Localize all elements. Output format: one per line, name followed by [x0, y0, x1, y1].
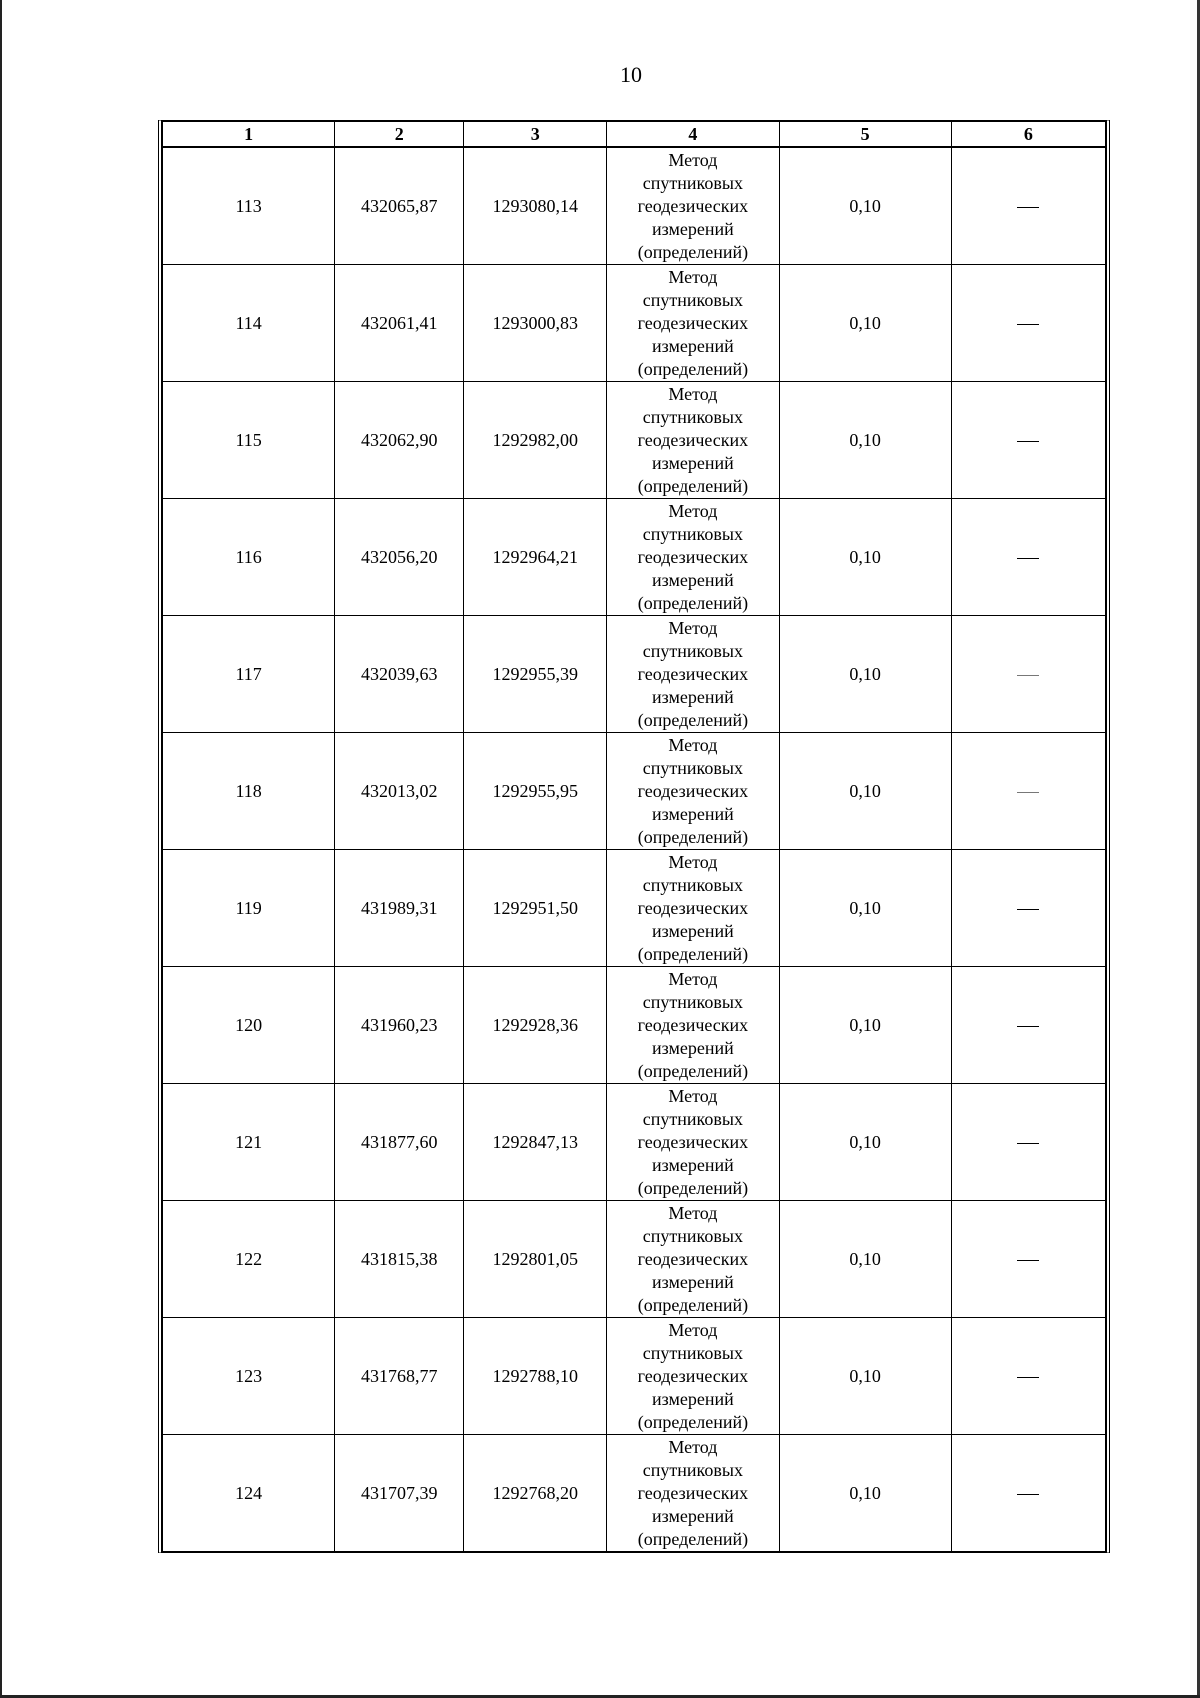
method-cell	[607, 382, 779, 499]
method-cell	[607, 616, 779, 733]
point-number-cell: 118	[163, 733, 335, 850]
dash-mark	[1017, 1377, 1039, 1378]
dash-mark	[1017, 1494, 1039, 1495]
method-line: спутниковых	[642, 991, 743, 1012]
coordinate-x-cell: 431989,31	[335, 850, 464, 967]
method-line: геодезических	[637, 195, 749, 216]
method-line: измерений	[652, 1505, 734, 1526]
method-cell	[607, 1435, 779, 1552]
coordinate-y-cell: 1292801,05	[464, 1201, 607, 1318]
coordinate-y-cell: 1292788,10	[464, 1318, 607, 1435]
method-line: спутниковых	[642, 1342, 743, 1363]
method-cell	[607, 1318, 779, 1435]
method-line: геодезических	[637, 429, 749, 450]
method-line: (определений)	[637, 1177, 749, 1198]
accuracy-cell: 0,10	[779, 1201, 951, 1318]
method-line: измерений	[652, 803, 734, 824]
accuracy-cell: 0,10	[779, 1084, 951, 1201]
page-number: 10	[620, 62, 642, 87]
method-line: (определений)	[637, 241, 749, 262]
table-body	[163, 147, 1106, 1552]
note-cell	[951, 499, 1105, 616]
method-cell	[607, 1201, 779, 1318]
table-row	[163, 733, 1106, 850]
method-line: Метод	[668, 617, 718, 638]
accuracy-cell: 0,10	[779, 1318, 951, 1435]
dash-mark	[1017, 558, 1039, 559]
dash-mark	[1017, 792, 1039, 793]
method-line: спутниковых	[642, 1108, 743, 1129]
accuracy-cell: 0,10	[779, 147, 951, 265]
method-line: Метод	[668, 500, 718, 521]
coordinates-table-frame	[158, 120, 1110, 1553]
method-line: (определений)	[637, 1060, 749, 1081]
method-line: геодезических	[637, 663, 749, 684]
method-cell	[607, 499, 779, 616]
method-line: измерений	[652, 218, 734, 239]
method-line: (определений)	[637, 1411, 749, 1432]
coordinate-y-cell: 1292768,20	[464, 1435, 607, 1552]
table-row	[163, 1318, 1106, 1435]
note-cell	[951, 382, 1105, 499]
dash-mark	[1017, 1260, 1039, 1261]
note-cell	[951, 616, 1105, 733]
method-line: Метод	[668, 149, 718, 170]
coordinate-y-cell: 1293000,83	[464, 265, 607, 382]
point-number-cell: 116	[163, 499, 335, 616]
method-line: измерений	[652, 1271, 734, 1292]
header-col-5: 5	[779, 122, 951, 148]
point-number-cell: 119	[163, 850, 335, 967]
method-line: измерений	[652, 920, 734, 941]
coordinate-y-cell: 1292955,39	[464, 616, 607, 733]
method-cell	[607, 147, 779, 265]
method-line: спутниковых	[642, 1459, 743, 1480]
coordinate-x-cell: 431960,23	[335, 967, 464, 1084]
table-row	[163, 382, 1106, 499]
coordinate-x-cell: 431815,38	[335, 1201, 464, 1318]
dash-mark	[1017, 324, 1039, 325]
method-line: геодезических	[637, 1365, 749, 1386]
method-line: геодезических	[637, 312, 749, 333]
coordinate-y-cell: 1292847,13	[464, 1084, 607, 1201]
method-line: (определений)	[637, 826, 749, 847]
table-row	[163, 967, 1106, 1084]
method-line: измерений	[652, 335, 734, 356]
accuracy-cell: 0,10	[779, 1435, 951, 1552]
dash-mark	[1017, 441, 1039, 442]
method-cell	[607, 733, 779, 850]
coordinate-y-cell: 1292964,21	[464, 499, 607, 616]
method-line: измерений	[652, 686, 734, 707]
coordinate-x-cell: 431707,39	[335, 1435, 464, 1552]
note-cell	[951, 1201, 1105, 1318]
method-line: спутниковых	[642, 289, 743, 310]
dash-mark	[1017, 675, 1039, 676]
note-cell	[951, 967, 1105, 1084]
accuracy-cell: 0,10	[779, 265, 951, 382]
note-cell	[951, 733, 1105, 850]
method-line: (определений)	[637, 709, 749, 730]
coordinate-x-cell: 432061,41	[335, 265, 464, 382]
method-line: (определений)	[637, 1528, 749, 1549]
accuracy-cell: 0,10	[779, 616, 951, 733]
point-number-cell: 115	[163, 382, 335, 499]
point-number-cell: 114	[163, 265, 335, 382]
coordinate-x-cell: 432062,90	[335, 382, 464, 499]
method-line: геодезических	[637, 1014, 749, 1035]
note-cell	[951, 850, 1105, 967]
method-line: спутниковых	[642, 757, 743, 778]
coordinate-x-cell: 432039,63	[335, 616, 464, 733]
coordinate-x-cell: 431877,60	[335, 1084, 464, 1201]
coordinate-x-cell: 431768,77	[335, 1318, 464, 1435]
point-number-cell: 121	[163, 1084, 335, 1201]
method-line: измерений	[652, 569, 734, 590]
method-line: спутниковых	[642, 406, 743, 427]
method-line: спутниковых	[642, 172, 743, 193]
table-header-row	[163, 122, 1106, 148]
table-row	[163, 850, 1106, 967]
coordinate-x-cell: 432065,87	[335, 147, 464, 265]
header-col-3: 3	[464, 122, 607, 148]
method-cell	[607, 850, 779, 967]
coordinate-y-cell: 1293080,14	[464, 147, 607, 265]
dash-mark	[1017, 909, 1039, 910]
method-line: спутниковых	[642, 523, 743, 544]
note-cell	[951, 265, 1105, 382]
table-row	[163, 1201, 1106, 1318]
method-line: Метод	[668, 266, 718, 287]
method-line: геодезических	[637, 1131, 749, 1152]
dash-mark	[1017, 1026, 1039, 1027]
method-line: Метод	[668, 1319, 718, 1340]
method-line: Метод	[668, 1085, 718, 1106]
method-line: (определений)	[637, 358, 749, 379]
point-number-cell: 122	[163, 1201, 335, 1318]
point-number-cell: 113	[163, 147, 335, 265]
header-col-6: 6	[951, 122, 1105, 148]
method-cell	[607, 1084, 779, 1201]
coordinate-y-cell: 1292951,50	[464, 850, 607, 967]
accuracy-cell: 0,10	[779, 733, 951, 850]
method-line: геодезических	[637, 1248, 749, 1269]
method-line: спутниковых	[642, 640, 743, 661]
method-line: измерений	[652, 1388, 734, 1409]
coordinate-y-cell: 1292982,00	[464, 382, 607, 499]
method-line: спутниковых	[642, 1225, 743, 1246]
table-row	[163, 147, 1106, 265]
dash-mark	[1017, 207, 1039, 208]
accuracy-cell: 0,10	[779, 850, 951, 967]
note-cell	[951, 1084, 1105, 1201]
method-line: (определений)	[637, 943, 749, 964]
point-number-cell: 120	[163, 967, 335, 1084]
method-line: Метод	[668, 1202, 718, 1223]
method-cell	[607, 265, 779, 382]
table-row	[163, 1435, 1106, 1552]
method-line: Метод	[668, 968, 718, 989]
accuracy-cell: 0,10	[779, 499, 951, 616]
method-line: (определений)	[637, 1294, 749, 1315]
header-col-4: 4	[607, 122, 779, 148]
table-row	[163, 616, 1106, 733]
scan-edge-left	[0, 0, 2, 1698]
dash-mark	[1017, 1143, 1039, 1144]
method-line: измерений	[652, 1154, 734, 1175]
method-line: геодезических	[637, 897, 749, 918]
header-col-1: 1	[163, 122, 335, 148]
table-row	[163, 265, 1106, 382]
point-number-cell: 117	[163, 616, 335, 733]
method-line: геодезических	[637, 780, 749, 801]
coordinate-y-cell: 1292928,36	[464, 967, 607, 1084]
accuracy-cell: 0,10	[779, 967, 951, 1084]
method-line: геодезических	[637, 1482, 749, 1503]
method-line: Метод	[668, 734, 718, 755]
point-number-cell: 124	[163, 1435, 335, 1552]
method-line: Метод	[668, 383, 718, 404]
method-line: измерений	[652, 452, 734, 473]
coordinate-x-cell: 432013,02	[335, 733, 464, 850]
method-line: спутниковых	[642, 874, 743, 895]
method-line: геодезических	[637, 546, 749, 567]
coordinate-y-cell: 1292955,95	[464, 733, 607, 850]
table-row	[163, 1084, 1106, 1201]
header-col-2: 2	[335, 122, 464, 148]
point-number-cell: 123	[163, 1318, 335, 1435]
coordinates-table	[162, 121, 1106, 1552]
method-line: Метод	[668, 851, 718, 872]
note-cell	[951, 1318, 1105, 1435]
method-cell	[607, 967, 779, 1084]
table-row	[163, 499, 1106, 616]
method-line: (определений)	[637, 475, 749, 496]
coordinate-x-cell: 432056,20	[335, 499, 464, 616]
method-line: измерений	[652, 1037, 734, 1058]
method-line: Метод	[668, 1436, 718, 1457]
note-cell	[951, 1435, 1105, 1552]
note-cell	[951, 147, 1105, 265]
method-line: (определений)	[637, 592, 749, 613]
accuracy-cell: 0,10	[779, 382, 951, 499]
